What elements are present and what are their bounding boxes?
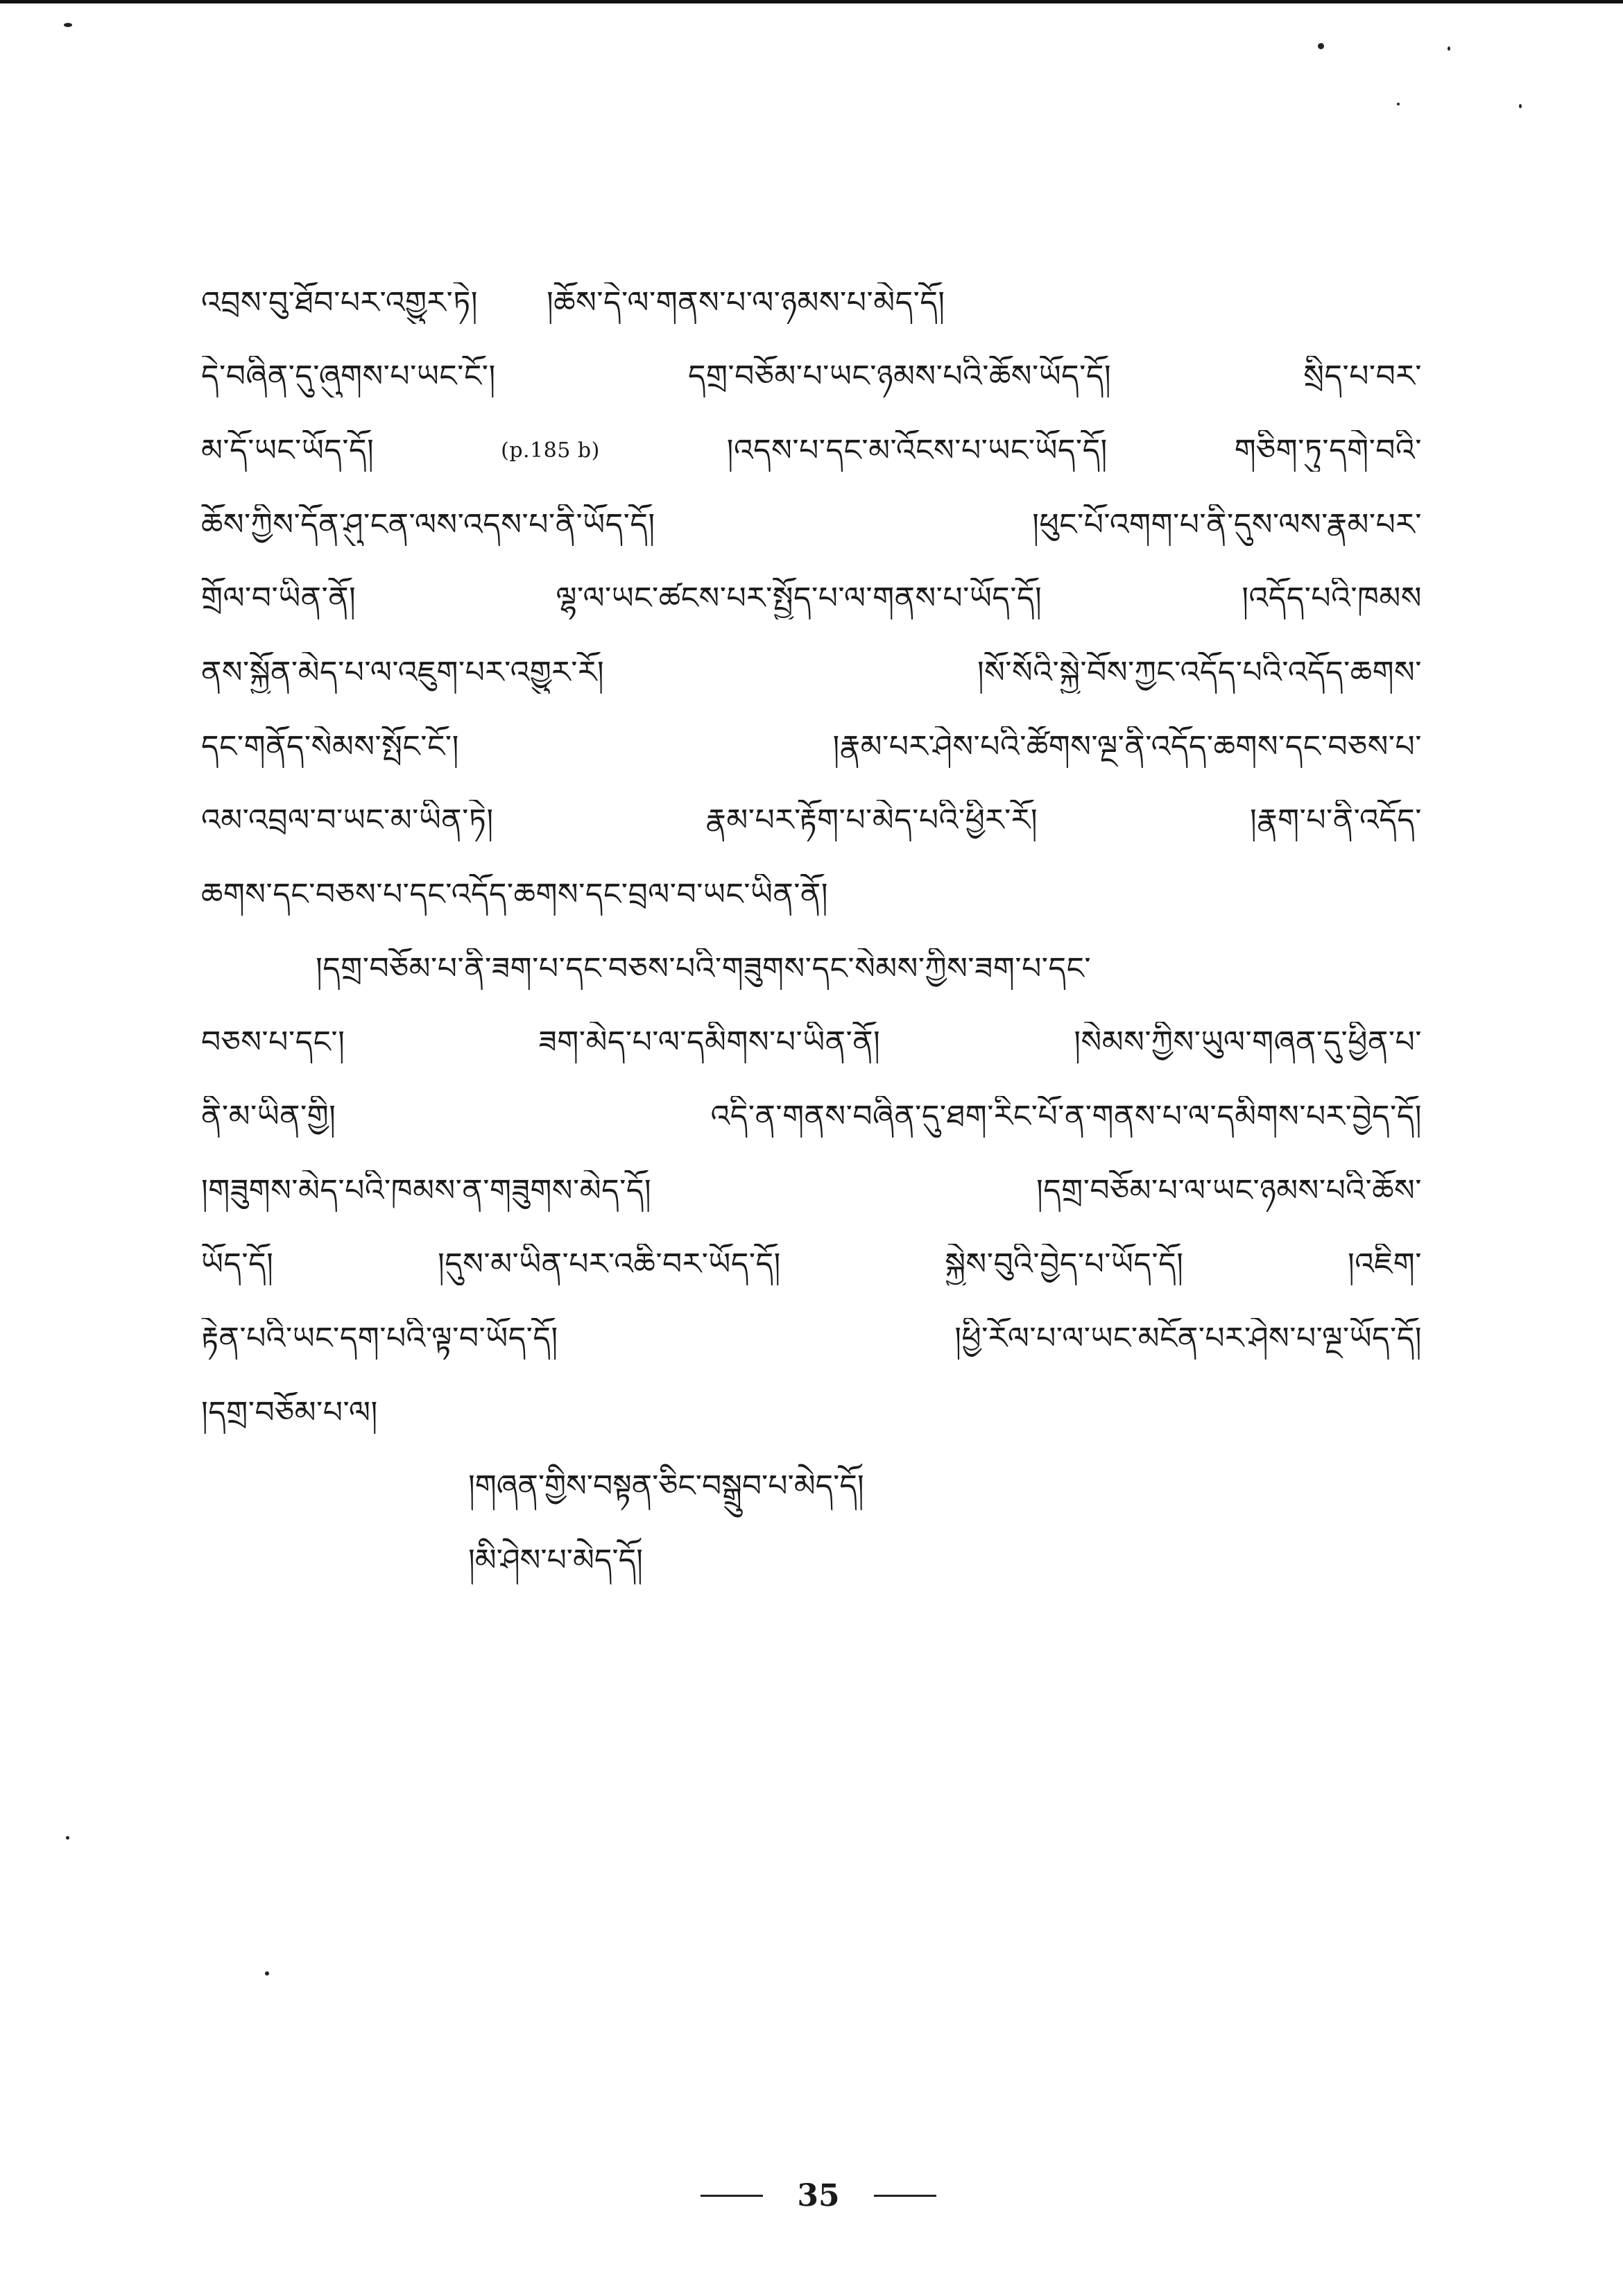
text-segment: །འདོད་པའི་ཁམས [1242, 581, 1422, 616]
text-segment: སྐྱེས་བུའི་བྱེད་པ་ཡོད་དོ། [945, 1246, 1184, 1282]
page-footer [701, 2175, 936, 2216]
text-segment: །དུས་མ་ཡིན་པར་འཆི་བར་ཡོད་དོ། [437, 1246, 781, 1282]
scan-speck [66, 1836, 69, 1840]
text-segment: །གཟུགས་མེད་པའི་ཁམས་ན་གཟུགས་མེད་དོ། [201, 1173, 652, 1208]
text-segment: དགྲ་བཅོམ་པ་ཡང་ཉམས་པའི་ཆོས་ཡོད་དོ། [687, 359, 1112, 394]
text-line-4 [201, 504, 1422, 546]
text-segment: གཅིག་ཏུ་དགེ་བའི་ [1234, 433, 1422, 468]
scan-speck [1448, 46, 1450, 51]
text-segment: སྲིད་པ་བར་ [1303, 359, 1422, 394]
text-segment: །དགྲ་བཅོམ་པ་ལ་ཡང་ཉམས་པའི་ཆོས་ [1036, 1173, 1422, 1208]
text-line-16 [201, 1392, 378, 1434]
text-segment: དེ་བཞིན་དུ་ཞུགས་པ་ཡང་ངོ་། [201, 359, 496, 394]
text-line-11 [201, 1022, 1422, 1063]
text-segment: འབྲས་བུ་ཐོབ་པར་འགྱུར་ཏེ། [201, 285, 478, 320]
text-segment: མ་དོ་ཡང་ཡོད་དོ། [201, 433, 375, 468]
text-segment: ལྷ་ལ་ཡང་ཚངས་པར་སྤྱོད་པ་ལ་གནས་པ་ཡོད་དོ། [556, 581, 1042, 616]
text-segment: །ཆོས་དེ་ལ་གནས་པ་ལ་ཉམས་པ་མེད་དོ། [546, 285, 945, 320]
scan-speck [1318, 43, 1324, 49]
verse-line-1: །གཞན་གྱིས་བསྟན་ཅིང་བསྒྲུབ་པ་མེད་དོ། [468, 1468, 864, 1504]
text-line-1 [201, 282, 945, 324]
scan-speck [64, 23, 72, 27]
top-border-rule [0, 0, 1623, 3]
text-line-12 [201, 1096, 1422, 1138]
text-segment: །ཕུང་པོ་འགག་པ་ནི་དུས་ལས་རྣམ་པར་ [1032, 507, 1422, 542]
text-segment: ཆོས་ཀྱིས་དོན་ཤུ་ངན་ལས་འདས་པ་ནི་ཡོད་དོ། [201, 507, 655, 542]
text-segment: །སེམས་ཀྱིས་ཡུལ་གཞན་དུ་ཕྱིན་པ་ [1074, 1025, 1422, 1060]
folio-reference: (p.185 b) [501, 438, 600, 463]
text-segment: །དགྲ་བཅོམ་པ་ལ། [201, 1395, 378, 1430]
text-segment: ནི་མ་ཡིན་གྱི། [201, 1099, 336, 1134]
text-segment: གྲོལ་བ་ཡིན་ནོ། [201, 581, 357, 616]
text-segment: ནས་སྐྱོན་མེད་པ་ལ་འཇུག་པར་འགྱུར་རོ། [201, 655, 605, 690]
text-line-13 [201, 1170, 1422, 1212]
text-segment: རྟེན་པའི་ཡང་དག་པའི་ལྟ་བ་ཡོད་དོ། [201, 1321, 558, 1356]
text-segment: །རྣམ་པར་ཤེས་པའི་ཚོགས་ལྔ་ནི་འདོད་ཆགས་དང་བཅས་པ་ [832, 729, 1422, 764]
text-line-9 [201, 874, 828, 916]
text-line-5 [201, 578, 1422, 619]
text-segment: །འདས་པ་དང་མ་འོངས་པ་ཡང་ཡོད་དོ། [726, 433, 1108, 468]
page-number: 35 [797, 2177, 840, 2213]
text-segment: བཅས་པ་དང་། [201, 1025, 345, 1060]
verse-line-2: །མི་ཤེས་པ་མེད་དོ། [468, 1543, 643, 1578]
text-segment: །རྣག་པ་ནི་འདོད་ [1250, 803, 1422, 838]
text-segment: འམ་འབྲལ་བ་ཡང་མ་ཡིན་ཏེ། [201, 803, 494, 838]
text-line-8 [201, 800, 1422, 841]
text-line-2 [201, 356, 1422, 397]
text-segment: ཆགས་དང་བཅས་པ་དང་འདོད་ཆགས་དང་བྲལ་བ་ཡང་ཡིན་ནོ། [201, 877, 829, 912]
text-line-6 [201, 652, 1422, 694]
text-line-10-indented [316, 948, 1422, 990]
text-segment: ཟག་མེད་པ་ལ་དམིགས་པ་ཡིན་ནོ། [538, 1025, 881, 1060]
text-segment: རྣམ་པར་རྟོག་པ་མེད་པའི་ཕྱིར་རོ། [705, 803, 1038, 838]
text-line-15 [201, 1318, 1422, 1360]
scan-speck [265, 1971, 269, 1976]
text-segment: འདི་ན་གནས་བཞིན་དུ་ཐག་རིང་པོ་ན་གནས་པ་ལ་དམིགས་པར་བྱེད་དོ། [710, 1099, 1422, 1134]
text-segment: དང་གནོད་སེམས་སྤོང་ངོ་། [201, 729, 459, 764]
text-line-14 [201, 1244, 1422, 1285]
text-segment: །ཕྱི་རོལ་པ་ལ་ཡང་མངོན་པར་ཤེས་པ་ལྔ་ཡོད་དོ། [954, 1321, 1422, 1356]
text-line-7 [201, 726, 1422, 768]
scan-speck [1397, 103, 1400, 105]
footer-dash-left [701, 2195, 763, 2197]
text-line-3 [201, 430, 1422, 472]
text-segment: །འཇིག་ [1347, 1246, 1422, 1282]
text-segment: །སོ་སོའི་སྐྱེ་བོས་ཀྱང་འདོད་པའི་འདོད་ཆགས་ [977, 655, 1422, 690]
scan-speck [1519, 104, 1522, 108]
footer-dash-right [874, 2195, 936, 2197]
text-segment: །དགྲ་བཅོམ་པ་ནི་ཟག་པ་དང་བཅས་པའི་གཟུགས་དང་སེམས་ཀྱིས་ཟག་པ་དང་ [316, 951, 1092, 986]
text-segment: ཡོད་དོ། [201, 1246, 274, 1282]
